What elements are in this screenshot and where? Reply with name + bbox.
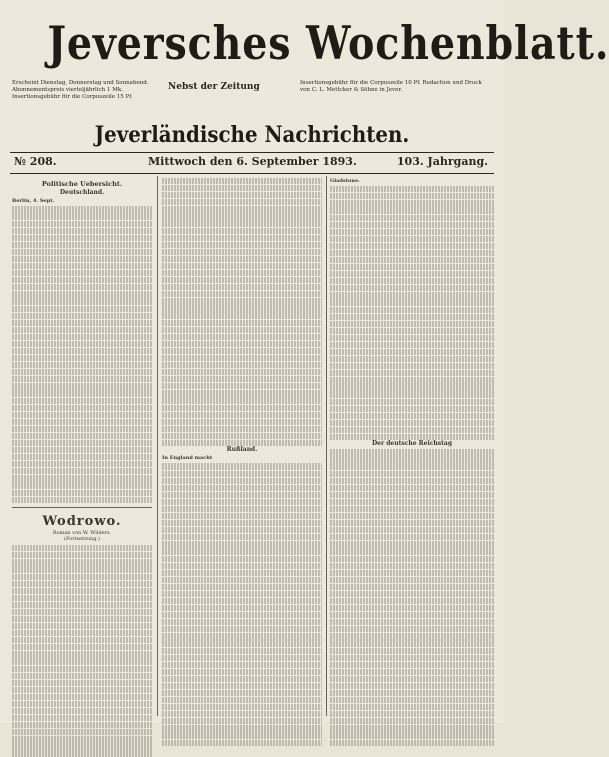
feuilleton-note: (Fortsetzung.) (64, 536, 100, 542)
col2-section-heading: Rußland. (226, 446, 258, 454)
subtitle: Jeverländische Nachrichten. (94, 122, 410, 148)
col3-heading: Der deutsche Reichstag (371, 440, 453, 448)
column-3 (330, 178, 494, 718)
volume: 103. Jahrgang. (396, 155, 488, 168)
issue-number: № 208. (14, 155, 57, 168)
header-center: Nebst der Zeitung (168, 82, 260, 92)
rule-top (10, 152, 494, 153)
feuilleton-author: Roman von W. Wilders. (52, 529, 112, 536)
col3-lead: Gladstone. (330, 178, 360, 184)
col1-divider (12, 507, 152, 508)
dateline (12, 155, 492, 173)
rule-bottom (10, 173, 494, 174)
column-divider-2 (326, 176, 327, 716)
masthead: Jeversches Wochenblatt. (47, 16, 609, 70)
col3-body-text-bottom (330, 449, 494, 745)
header-left-notice: Erscheint Dienstag, Donnerstag und Sonnabend. Abonnementspreis vierteljährlich 1 Mk. Insertionsgebühr für die Corpuszeile 15 Pf. (12, 80, 149, 100)
feuilleton-body-text (12, 545, 152, 756)
col2-body-text-top (162, 178, 322, 446)
feuilleton-title: Wodrowo. (42, 513, 122, 529)
col1-body-text (12, 206, 152, 502)
col3-body-text-top (330, 186, 494, 440)
header-right-notice: Insertionsgebühr für die Corpuszeile 10 Pf. Redaction und Druck von C. L. Mettcker & Söhne in Jever. (300, 80, 482, 93)
issue-date: Mittwoch den 6. September 1893. (148, 155, 357, 168)
col2-body-text-bottom (162, 463, 322, 745)
column-1 (12, 178, 152, 718)
column-2 (162, 178, 322, 718)
col2-lead: In England macht (162, 455, 213, 462)
col1-heading: Politische Uebersicht. (41, 180, 123, 188)
column-divider-1 (157, 176, 158, 716)
col1-lead: Berlin, 4. Sept. (12, 198, 55, 205)
col1-subheading: Deutschland. (59, 189, 105, 196)
